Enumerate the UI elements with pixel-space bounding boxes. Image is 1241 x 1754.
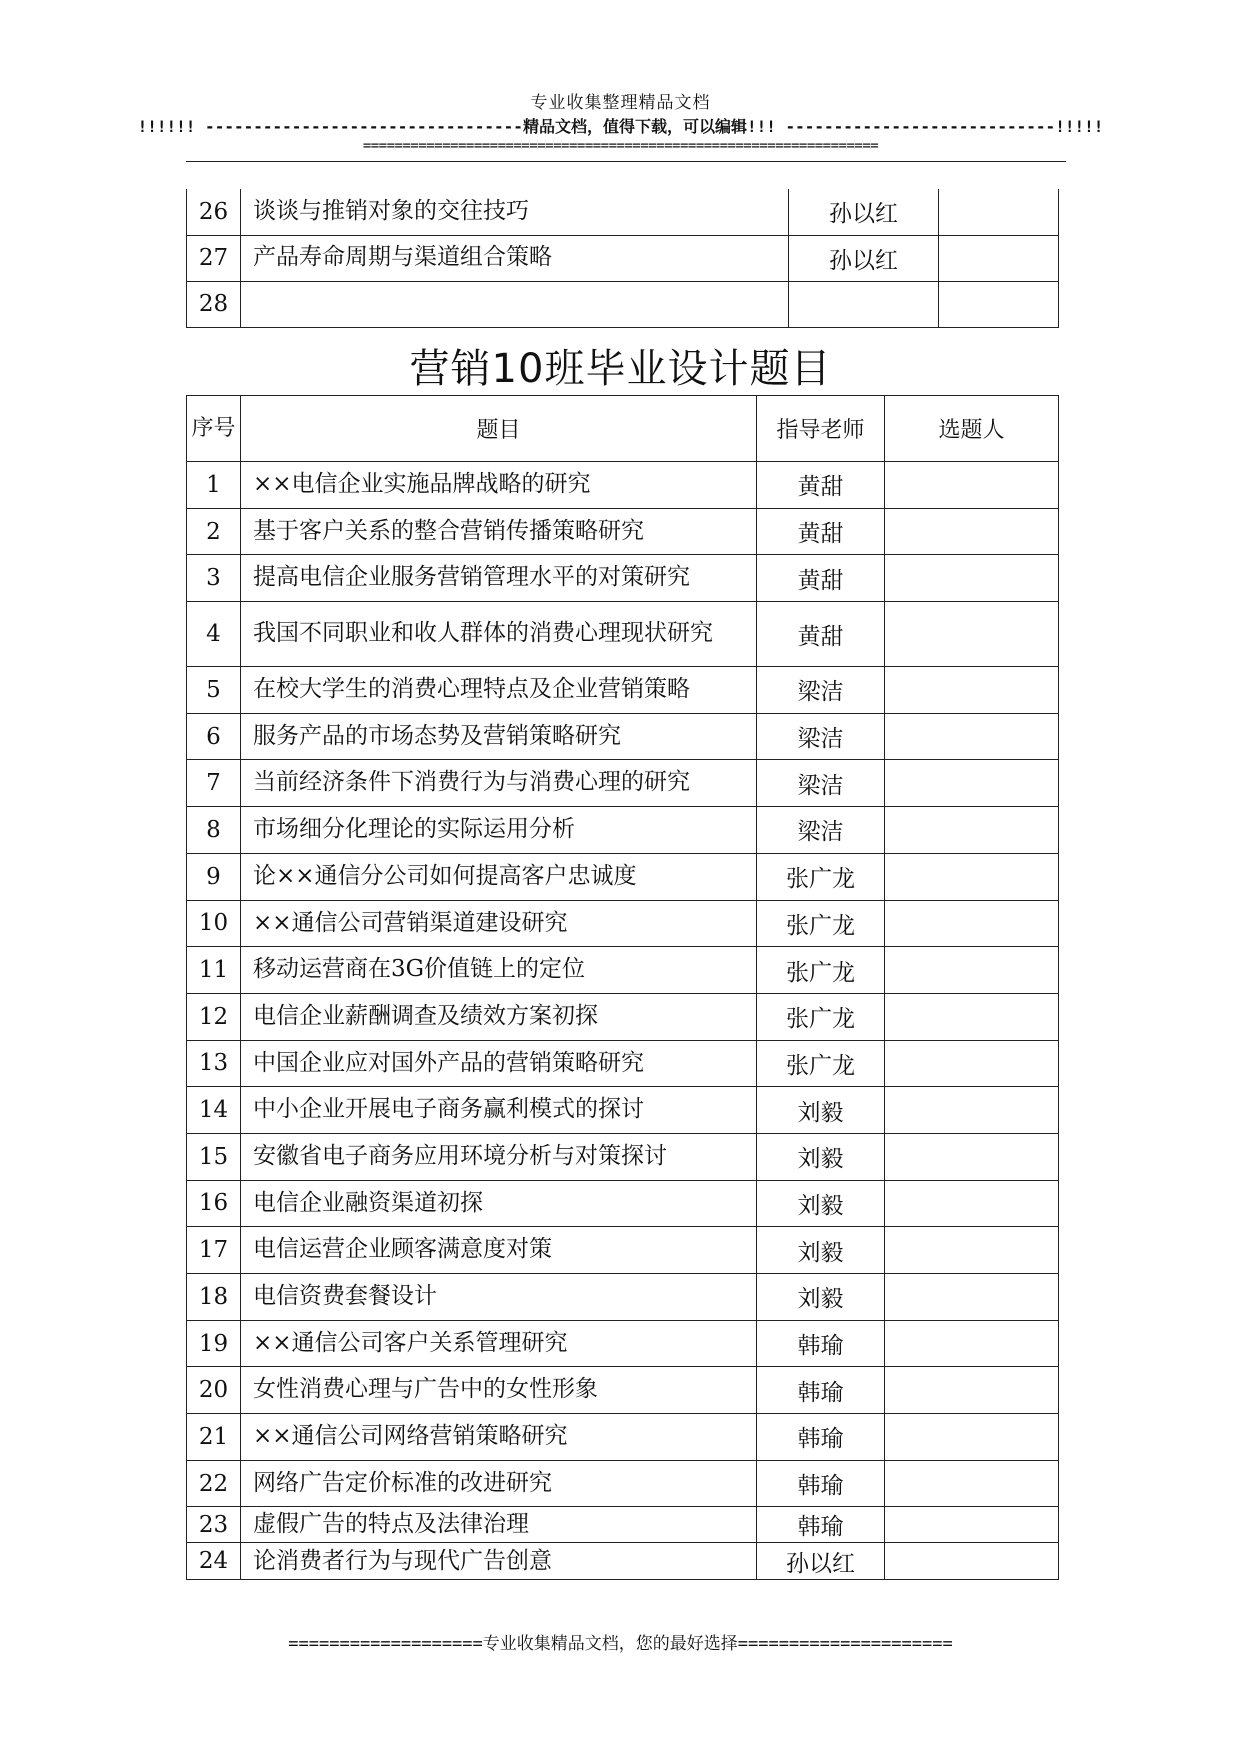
row-topic: ××通信公司客户关系管理研究: [241, 1320, 757, 1367]
continued-table: [186, 189, 1059, 328]
row-student: [885, 1040, 1059, 1087]
row-number: 4: [187, 602, 241, 667]
row-number: 21: [187, 1414, 241, 1461]
row-student: [885, 713, 1059, 760]
table-row: [187, 947, 1059, 994]
table-row: [187, 760, 1059, 807]
row-student: [885, 1460, 1059, 1507]
row-number: 9: [187, 853, 241, 900]
row-topic: ××电信企业实施品牌战略的研究: [241, 462, 757, 509]
page-title: 营销10班毕业设计题目: [409, 346, 832, 392]
row-student: [885, 1274, 1059, 1321]
row-teacher: 梁洁: [757, 807, 885, 854]
header-line-2: !!!!!! ---------------------------------精品文档，值得下载，可以编辑!!! ----------------------------!!!!!: [137, 117, 1104, 136]
row-student: [885, 555, 1059, 602]
row-number: 23: [187, 1507, 241, 1543]
row-student: [885, 1227, 1059, 1274]
table-row: [187, 993, 1059, 1040]
header-topic: 题目: [241, 396, 757, 462]
table-row: [187, 1227, 1059, 1274]
table-header-row: [187, 396, 1059, 462]
row-teacher: 黄甜: [757, 462, 885, 509]
row-topic: 论消费者行为与现代广告创意: [241, 1543, 757, 1580]
row-student: [885, 1133, 1059, 1180]
table-row: [187, 667, 1059, 714]
row-student: [939, 235, 1059, 281]
row-number: 17: [187, 1227, 241, 1274]
row-student: [885, 1367, 1059, 1414]
row-teacher: 韩瑜: [757, 1460, 885, 1507]
row-number: 20: [187, 1367, 241, 1414]
row-topic: 中小企业开展电子商务赢利模式的探讨: [241, 1087, 757, 1134]
row-topic: 在校大学生的消费心理特点及企业营销策略: [241, 667, 757, 714]
table-row: [187, 1133, 1059, 1180]
row-teacher: 刘毅: [757, 1180, 885, 1227]
row-student: [885, 947, 1059, 994]
header-line-3: =================================================================: [362, 138, 879, 154]
row-topic: ××通信公司网络营销策略研究: [241, 1414, 757, 1461]
row-teacher: 孙以红: [789, 235, 939, 281]
row-topic: 服务产品的市场态势及营销策略研究: [241, 713, 757, 760]
row-student: [885, 1180, 1059, 1227]
row-teacher: 韩瑜: [757, 1507, 885, 1543]
table-row: [187, 1180, 1059, 1227]
row-student: [885, 1507, 1059, 1543]
row-teacher: 韩瑜: [757, 1367, 885, 1414]
table-row: [187, 1274, 1059, 1321]
row-topic: 谈谈与推销对象的交往技巧: [241, 189, 789, 235]
table-row: [187, 853, 1059, 900]
row-number: 12: [187, 993, 241, 1040]
row-teacher: 梁洁: [757, 713, 885, 760]
row-student: [885, 760, 1059, 807]
row-student: [939, 281, 1059, 327]
table-row: [187, 1040, 1059, 1087]
row-teacher: 刘毅: [757, 1133, 885, 1180]
row-student: [885, 1320, 1059, 1367]
footer-text: ===================专业收集精品文档，您的最好选择=====================: [288, 1634, 953, 1654]
row-number: 5: [187, 667, 241, 714]
row-topic: 网络广告定价标准的改进研究: [241, 1460, 757, 1507]
row-topic: 虚假广告的特点及法律治理: [241, 1507, 757, 1543]
row-number: 22: [187, 1460, 241, 1507]
row-topic: 产品寿命周期与渠道组合策略: [241, 235, 789, 281]
row-number: 28: [187, 281, 241, 327]
table-row: [187, 1320, 1059, 1367]
row-topic: 女性消费心理与广告中的女性形象: [241, 1367, 757, 1414]
row-number: 16: [187, 1180, 241, 1227]
table-row: [187, 1367, 1059, 1414]
row-teacher: 孙以红: [757, 1543, 885, 1580]
row-teacher: 刘毅: [757, 1274, 885, 1321]
table-row: [187, 1507, 1059, 1543]
row-student: [885, 462, 1059, 509]
row-number: 7: [187, 760, 241, 807]
row-number: 18: [187, 1274, 241, 1321]
header-num: 序号: [187, 396, 241, 462]
row-number: 11: [187, 947, 241, 994]
row-teacher: [789, 281, 939, 327]
row-number: 15: [187, 1133, 241, 1180]
row-student: [885, 993, 1059, 1040]
table-row: [187, 508, 1059, 555]
row-topic: 基于客户关系的整合营销传播策略研究: [241, 508, 757, 555]
row-number: 10: [187, 900, 241, 947]
table-row: [187, 1414, 1059, 1461]
row-number: 1: [187, 462, 241, 509]
row-topic: 电信企业融资渠道初探: [241, 1180, 757, 1227]
table-row: [187, 807, 1059, 854]
row-topic: 电信企业薪酬调查及绩效方案初探: [241, 993, 757, 1040]
row-number: 2: [187, 508, 241, 555]
row-student: [885, 1414, 1059, 1461]
row-student: [885, 602, 1059, 667]
row-teacher: 梁洁: [757, 667, 885, 714]
row-teacher: 张广龙: [757, 900, 885, 947]
row-topic: 移动运营商在3G价值链上的定位: [241, 947, 757, 994]
row-teacher: 张广龙: [757, 853, 885, 900]
row-teacher: 刘毅: [757, 1087, 885, 1134]
header-teacher: 指导老师: [757, 396, 885, 462]
row-number: 13: [187, 1040, 241, 1087]
row-teacher: 张广龙: [757, 1040, 885, 1087]
row-teacher: 黄甜: [757, 602, 885, 667]
row-student: [939, 189, 1059, 235]
table-row: [187, 1087, 1059, 1134]
table-row: [187, 189, 1059, 235]
row-teacher: 黄甜: [757, 555, 885, 602]
row-teacher: 孙以红: [789, 189, 939, 235]
row-number: 26: [187, 189, 241, 235]
row-student: [885, 508, 1059, 555]
table-row: [187, 1460, 1059, 1507]
row-teacher: 韩瑜: [757, 1320, 885, 1367]
row-student: [885, 900, 1059, 947]
header-divider: [186, 161, 1066, 162]
row-student: [885, 1087, 1059, 1134]
table-row: [187, 713, 1059, 760]
row-topic: 论××通信分公司如何提高客户忠诚度: [241, 853, 757, 900]
table-row: [187, 602, 1059, 667]
row-number: 24: [187, 1543, 241, 1580]
row-number: 27: [187, 235, 241, 281]
row-topic: 市场细分化理论的实际运用分析: [241, 807, 757, 854]
row-teacher: 张广龙: [757, 993, 885, 1040]
row-topic: 中国企业应对国外产品的营销策略研究: [241, 1040, 757, 1087]
table-row: [187, 900, 1059, 947]
row-number: 8: [187, 807, 241, 854]
row-student: [885, 853, 1059, 900]
row-student: [885, 1543, 1059, 1580]
table-row: [187, 235, 1059, 281]
row-topic: 安徽省电子商务应用环境分析与对策探讨: [241, 1133, 757, 1180]
row-number: 6: [187, 713, 241, 760]
row-student: [885, 807, 1059, 854]
row-number: 3: [187, 555, 241, 602]
table-row: [187, 281, 1059, 327]
topics-table: [186, 395, 1059, 1580]
row-topic: 电信运营企业顾客满意度对策: [241, 1227, 757, 1274]
row-teacher: 韩瑜: [757, 1414, 885, 1461]
table-row: [187, 555, 1059, 602]
row-topic: ××通信公司营销渠道建设研究: [241, 900, 757, 947]
row-number: 19: [187, 1320, 241, 1367]
row-student: [885, 667, 1059, 714]
table-row: [187, 1543, 1059, 1580]
row-teacher: 黄甜: [757, 508, 885, 555]
row-teacher: 刘毅: [757, 1227, 885, 1274]
header-line-1: 专业收集整理精品文档: [530, 93, 711, 113]
row-topic: 提高电信企业服务营销管理水平的对策研究: [241, 555, 757, 602]
header-student: 选题人: [885, 396, 1059, 462]
table-row: [187, 462, 1059, 509]
row-topic: 电信资费套餐设计: [241, 1274, 757, 1321]
row-teacher: 张广龙: [757, 947, 885, 994]
row-number: 14: [187, 1087, 241, 1134]
row-topic: 当前经济条件下消费行为与消费心理的研究: [241, 760, 757, 807]
row-topic: 我国不同职业和收人群体的消费心理现状研究: [241, 602, 757, 667]
row-teacher: 梁洁: [757, 760, 885, 807]
row-topic: [241, 281, 789, 327]
